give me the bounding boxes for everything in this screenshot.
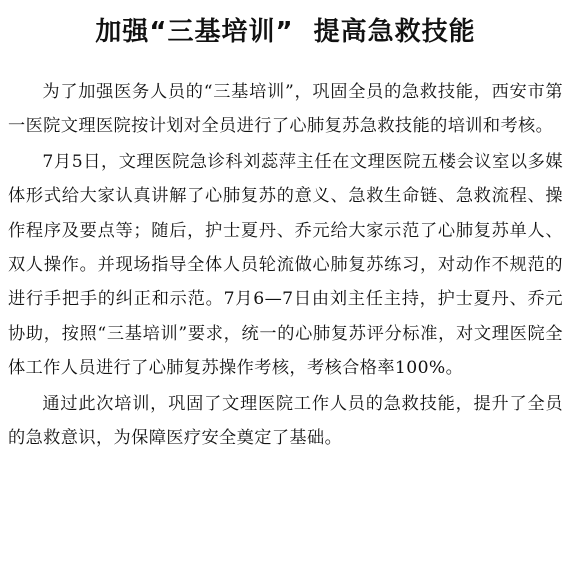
paragraph-training-details: 7月5日，文理医院急诊科刘蕊萍主任在文理医院五楼会议室以多媒体形式给大家认真讲解了心肺复苏的意义、急救生命链、急救流程、操作程序及要点等；随后，护士夏丹、乔元给大家示范了心肺复苏单人、双人操作。并现场指导全体人员轮流做心肺复苏练习，对动作不规范的进行手把手的纠正和示范。7月6—7日由刘主任主持，护士夏丹、乔元协助，按照“三基培训”要求，统一的心肺复苏评分标准，对文理医院全体工作人员进行了心肺复苏操作考核，考核合格率100%。 xyxy=(8,151,563,379)
paragraph-conclusion: 通过此次培训，巩固了文理医院工作人员的急救技能，提升了全员的急救意识，为保障医疗安全奠定了基础。 xyxy=(8,393,563,449)
paragraph-intro: 为了加强医务人员的“三基培训”，巩固全员的急救技能，西安市第一医院文理医院按计划对全员进行了心肺复苏急救技能的培训和考核。 xyxy=(8,82,563,137)
article-body xyxy=(8,75,563,455)
article-title: 加强“三基培训” 提高急救技能 xyxy=(95,17,476,47)
